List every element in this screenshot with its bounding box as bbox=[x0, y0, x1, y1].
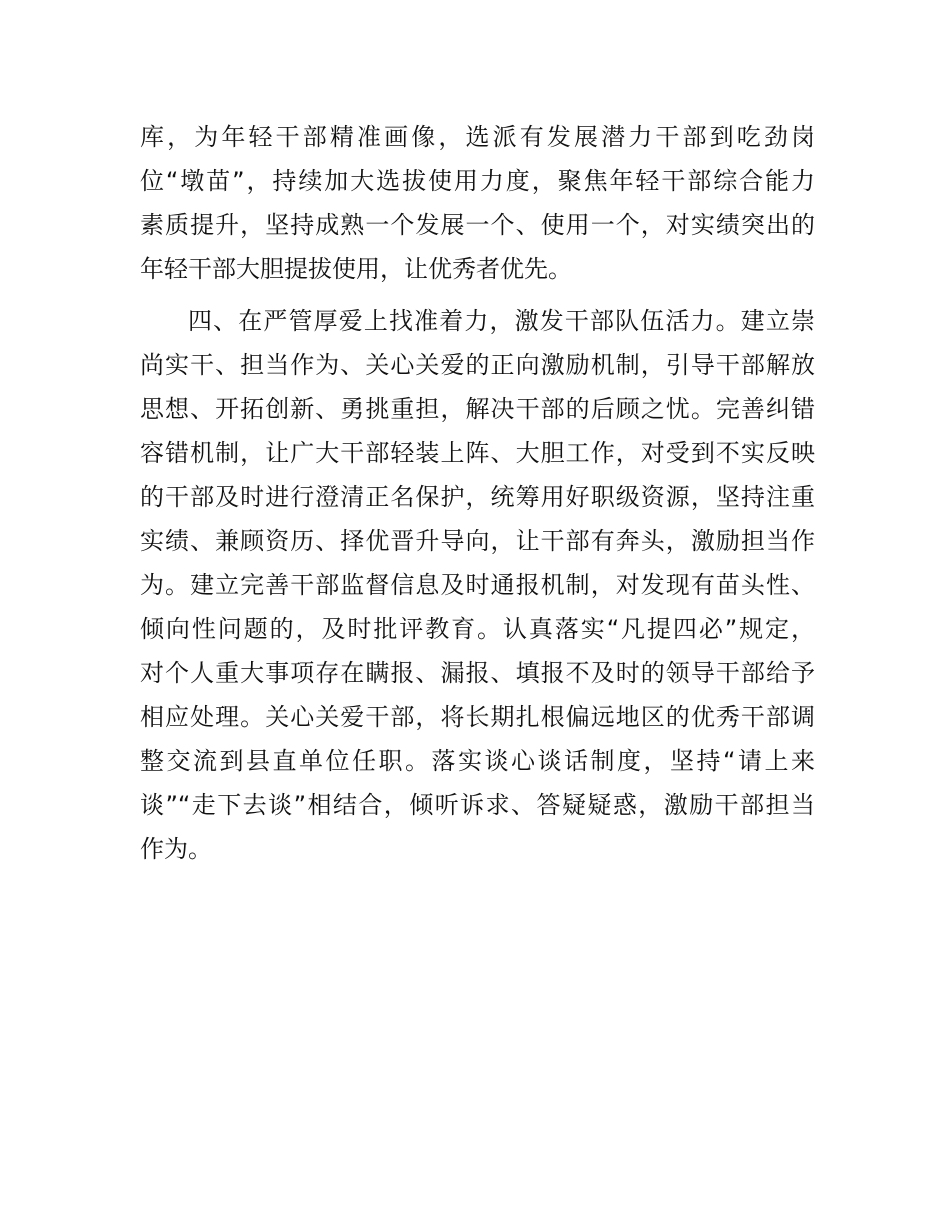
text-line: 库，为年轻干部精准画像，选派有发展潜力干部到吃劲岗 bbox=[140, 123, 815, 151]
paragraph-section-four bbox=[140, 299, 815, 871]
text-line: 年轻干部大胆提拔使用，让优秀者优先。 bbox=[140, 255, 572, 283]
text-line: 四、在严管厚爱上找准着力，激发干部队伍活力。建立崇 bbox=[188, 307, 815, 335]
text-line: 作为。 bbox=[140, 835, 212, 863]
text-line: 相应处理。关心关爱干部，将长期扎根偏远地区的优秀干部调 bbox=[140, 703, 815, 731]
text-line: 素质提升，坚持成熟一个发展一个、使用一个，对实绩突出的 bbox=[140, 211, 815, 239]
text-line: 倾向性问题的，及时批评教育。认真落实“凡提四必”规定， bbox=[140, 615, 815, 643]
text-line: 整交流到县直单位任职。落实谈心谈话制度，坚持“请上来 bbox=[140, 747, 815, 775]
text-line: 容错机制，让广大干部轻装上阵、大胆工作，对受到不实反映 bbox=[140, 439, 815, 467]
text-line: 的干部及时进行澄清正名保护，统筹用好职级资源，坚持注重 bbox=[140, 483, 815, 511]
text-line: 实绩、兼顾资历、择优晋升导向，让干部有奔头，激励担当作 bbox=[140, 527, 815, 555]
text-line: 思想、开拓创新、勇挑重担，解决干部的后顾之忧。完善纠错 bbox=[140, 395, 815, 423]
text-line: 对个人重大事项存在瞒报、漏报、填报不及时的领导干部给予 bbox=[140, 659, 815, 687]
paragraph-continuation bbox=[140, 115, 815, 291]
text-line: 为。建立完善干部监督信息及时通报机制，对发现有苗头性、 bbox=[140, 571, 815, 599]
text-line: 位“墩苗”，持续加大选拔使用力度，聚焦年轻干部综合能力 bbox=[140, 167, 815, 195]
text-line: 谈”“走下去谈”相结合，倾听诉求、答疑疑惑，激励干部担当 bbox=[140, 791, 815, 819]
text-line: 尚实干、担当作为、关心关爱的正向激励机制，引导干部解放 bbox=[140, 351, 815, 379]
